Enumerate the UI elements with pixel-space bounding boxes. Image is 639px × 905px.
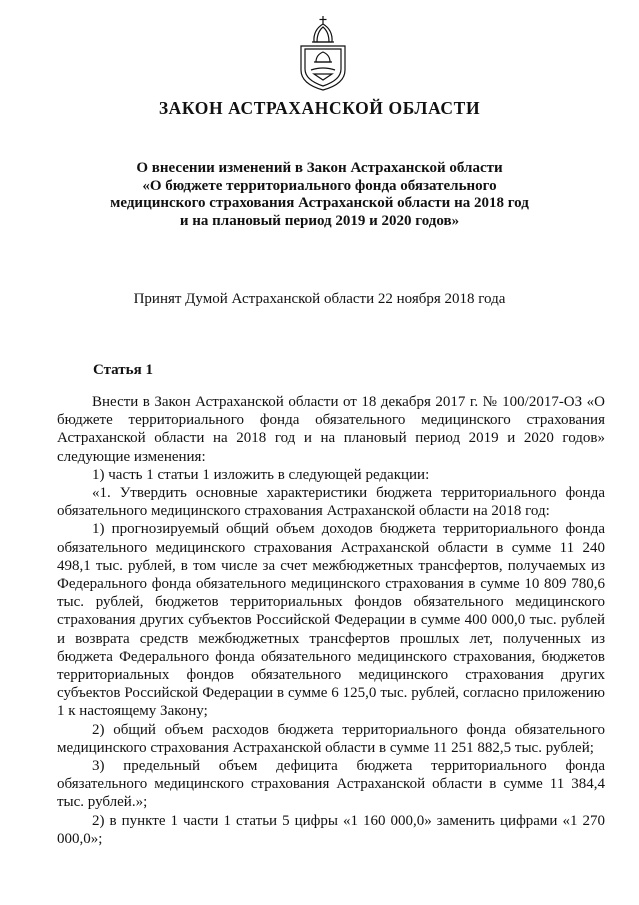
subtitle-line: медицинского страхования Астраханской области на 2018 год [110, 195, 529, 211]
body-paragraph: 1) часть 1 статьи 1 изложить в следующей редакции: [92, 466, 430, 483]
law-subtitle [100, 160, 539, 230]
body-paragraph: 2) в пункте 1 части 1 статьи 5 цифры «1 160 000,0» заменить цифрами «1 270 000,0»; [57, 812, 605, 847]
adoption-line: Принят Думой Астраханской области 22 ноября 2018 года [133, 291, 506, 307]
subtitle-line: О внесении изменений в Закон Астраханской области [136, 160, 503, 176]
article-heading: Статья 1 [93, 362, 153, 378]
body-paragraph: Внести в Закон Астраханской области от 18 декабря 2017 г. № 100/2017-ОЗ «О бюджете территориального фонда обязательного медицинского страхования Астраханской области на 2018 год и на плановый период 2019 и 2020 годов» следующие изменения: [57, 394, 605, 465]
subtitle-line: «О бюджете территориального фонда обязательного [142, 177, 497, 194]
law-title: ЗАКОН АСТРАХАНСКОЙ ОБЛАСТИ [158, 98, 481, 118]
body-paragraph: 2) общий объем расходов бюджета территориального фонда обязательного медицинского страхования Астраханской области в сумме 11 251 882,5 тыс. рублей; [57, 721, 605, 756]
body-paragraph: 1) прогнозируемый общий объем доходов бюджета территориального фонда обязательного медицинского страхования Астраханской области в сумме 11 240 498,1 тыс. рублей, в том числе за счет межбюджетных трансфертов, получаемых из Федерального фонда обязательного медицинского страхования в сумме 10 809 780,6 тыс. рублей, бюджетов территориальных фондов обязательного медицинского страхования других субъектов Российской Федерации в сумме 400 000,0 тыс. рублей и возврата средств межбюджетных трансфертов прошлых лет, полученных из бюджета Федерального фонда обязательного медицинского страхования, бюджетов территориальных фондов обязательного медицинского страхования других субъектов Российской Федерации в сумме 6 125,0 тыс. рублей, согласно приложению 1 к настоящему Закону; [57, 521, 605, 720]
subtitle-line: и на плановый период 2019 и 2020 годов» [179, 212, 460, 229]
article-body [57, 393, 605, 848]
body-paragraph: «1. Утвердить основные характеристики бюджета территориального фонда обязательного медицинского страхования Астраханской области на 2018 год: [57, 485, 605, 520]
coat-of-arms-emblem [297, 12, 349, 92]
body-paragraph: 3) предельный объем дефицита бюджета территориального фонда обязательного медицинского страхования Астраханской области в сумме 11 384,4 тыс. рублей.»; [57, 758, 605, 811]
